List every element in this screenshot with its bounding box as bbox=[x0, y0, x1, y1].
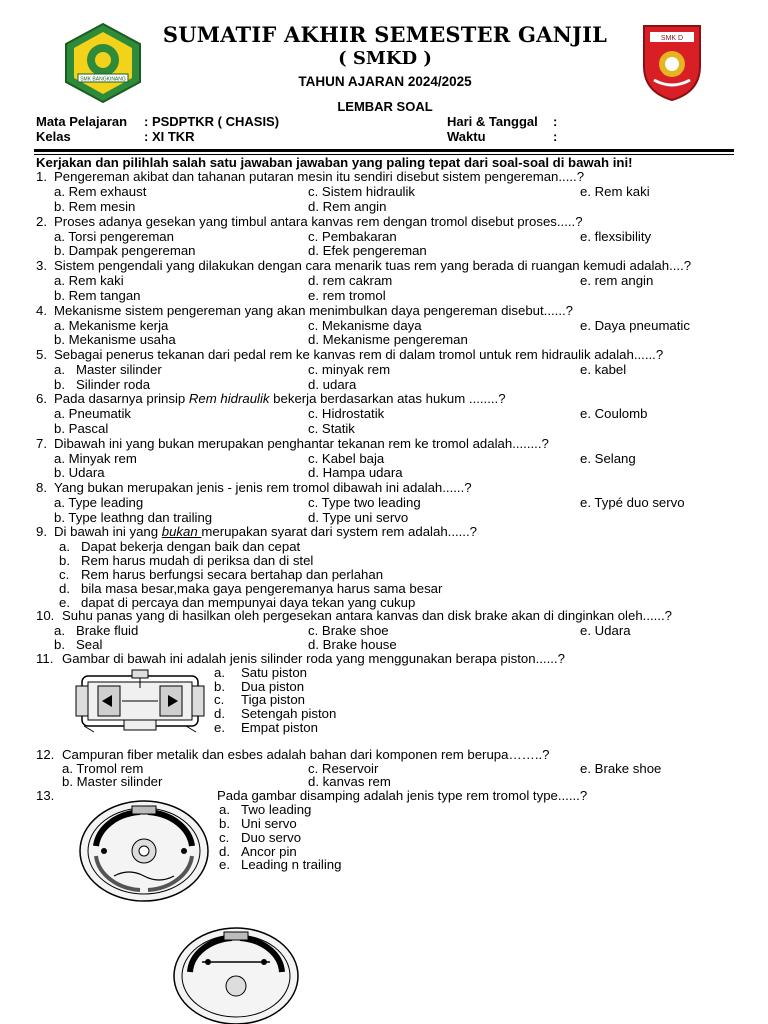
option-b: b. Type leathng dan trailing bbox=[54, 510, 213, 525]
question-number: 2. bbox=[36, 214, 47, 229]
header-rule-thick bbox=[34, 149, 734, 152]
exam-subtitle: ( SMKD ) bbox=[338, 48, 432, 69]
option-c: c. minyak rem bbox=[308, 362, 391, 377]
option-c: c. Mekanisme daya bbox=[308, 318, 422, 333]
question-text bbox=[54, 391, 506, 406]
option-b: b. Mekanisme usaha bbox=[54, 332, 176, 347]
option-text: Satu piston bbox=[241, 665, 307, 680]
option-text: bila masa besar,maka gaya pengeremanya harus sama besar bbox=[81, 581, 443, 596]
option-b: b. Master silinder bbox=[62, 774, 163, 789]
option-c: d. rem cakram bbox=[308, 273, 393, 288]
option-c: c. Reservoir bbox=[308, 761, 379, 776]
school-logo-left bbox=[62, 22, 144, 104]
question-text-part: merupakan syarat dari system rem adalah......? bbox=[201, 524, 477, 539]
question-text: Yang bukan merupakan jenis - jenis rem tromol dibawah ini adalah......? bbox=[54, 480, 472, 495]
time-label: Waktu bbox=[447, 129, 486, 144]
option-d: d. udara bbox=[308, 377, 357, 392]
option-letter: a. bbox=[59, 539, 70, 554]
exam-title: SUMATIF AKHIR SEMESTER GANJIL bbox=[162, 22, 608, 47]
drum-brake-illustration bbox=[74, 796, 214, 906]
option-text: dapat di percaya dan mempunyai daya tekan yang cukup bbox=[81, 595, 416, 610]
option-c: c. Hidrostatik bbox=[308, 406, 385, 421]
question-number: 3. bbox=[36, 258, 47, 273]
option-a: a. Torsi pengereman bbox=[54, 229, 174, 244]
option-letter: a. bbox=[214, 665, 225, 680]
option-text: Leading n trailing bbox=[241, 857, 342, 872]
question-text-part: Di bawah ini yang bbox=[54, 524, 162, 539]
subject-label: Mata Pelajaran bbox=[36, 114, 128, 129]
option-e: e. flexsibility bbox=[580, 229, 652, 244]
right-logo-text: SMK D bbox=[660, 35, 684, 42]
option-c: c. Sistem hidraulik bbox=[308, 184, 416, 199]
question-text: Suhu panas yang di hasilkan oleh pergesekan antara kanvas dan disk brake akan di dinginkan oleh......? bbox=[62, 608, 672, 623]
option-e: e. rem angin bbox=[580, 273, 654, 288]
option-a: a. Type leading bbox=[54, 495, 144, 510]
option-letter: e. bbox=[59, 595, 70, 610]
option-e: e. Udara bbox=[580, 623, 631, 638]
option-text: Uni servo bbox=[241, 816, 297, 831]
option-e: e. Selang bbox=[580, 451, 636, 466]
left-logo-text: SMK BANGKINANG bbox=[80, 76, 126, 83]
subject-value: : PSDPTKR ( CHASIS) bbox=[144, 114, 280, 129]
school-logo-right bbox=[640, 22, 704, 102]
question-text: Sebagai penerus tekanan dari pedal rem ke kanvas rem di dalam tromol untuk rem hidraulik adalah......? bbox=[54, 347, 664, 362]
option-e: e. Typé duo servo bbox=[580, 495, 685, 510]
question-number: 12. bbox=[36, 747, 55, 762]
option-a: a. Brake fluid bbox=[54, 623, 139, 638]
option-d: c. Statik bbox=[308, 421, 355, 436]
option-e: e. Rem kaki bbox=[580, 184, 650, 199]
option-text: Duo servo bbox=[241, 830, 302, 845]
option-text: Empat piston bbox=[241, 720, 318, 735]
option-letter: e. bbox=[214, 720, 225, 735]
option-letter: c. bbox=[219, 830, 230, 845]
sheet-title: LEMBAR SOAL bbox=[337, 99, 433, 114]
class-value: : XI TKR bbox=[144, 129, 195, 144]
question-number: 1. bbox=[36, 169, 47, 184]
option-a: a. Tromol rem bbox=[62, 761, 144, 776]
option-c: c. Kabel baja bbox=[308, 451, 385, 466]
option-a: a. Pneumatik bbox=[54, 406, 131, 421]
question-text: Sistem pengendali yang dilakukan dengan cara menarik tuas rem yang berada di ruangan kemudi adalah....? bbox=[54, 258, 692, 273]
option-b: b. Udara bbox=[54, 465, 105, 480]
question-number: 8. bbox=[36, 480, 47, 495]
question-number: 5. bbox=[36, 347, 47, 362]
option-letter: d. bbox=[219, 844, 230, 859]
option-a: a. Rem kaki bbox=[54, 273, 124, 288]
option-d: e. rem tromol bbox=[308, 288, 386, 303]
drum-brake-illustration-2 bbox=[168, 922, 304, 1024]
option-text: Rem harus mudah di periksa dan di stel bbox=[81, 553, 314, 568]
option-text: Dua piston bbox=[241, 679, 305, 694]
option-c: c. Type two leading bbox=[308, 495, 421, 510]
option-e: e. Brake shoe bbox=[580, 761, 662, 776]
option-letter: c. bbox=[59, 567, 70, 582]
option-c: c. Pembakaran bbox=[308, 229, 397, 244]
question-text: Mekanisme sistem pengereman yang akan menimbulkan daya pengereman disebut......? bbox=[54, 303, 574, 318]
option-a: a. Master silinder bbox=[54, 362, 162, 377]
option-text: Two leading bbox=[241, 802, 312, 817]
option-d: d. Efek pengereman bbox=[308, 243, 427, 258]
option-c: c. Brake shoe bbox=[308, 623, 389, 638]
question-number: 4. bbox=[36, 303, 47, 318]
question-text: Pengereman akibat dan tahanan putaran mesin itu sendiri disebut sistem pengereman.....? bbox=[54, 169, 585, 184]
option-a: a. Minyak rem bbox=[54, 451, 137, 466]
question-text: Dibawah ini yang bukan merupakan penghantar tekanan rem ke tromol adalah........? bbox=[54, 436, 549, 451]
time-value: : bbox=[553, 129, 558, 144]
date-value: : bbox=[553, 114, 558, 129]
question-number: 11. bbox=[36, 651, 54, 666]
option-b: b. Dampak pengereman bbox=[54, 243, 196, 258]
option-letter: c. bbox=[214, 692, 225, 707]
option-d: d. Hampa udara bbox=[308, 465, 403, 480]
question-text: Gambar di bawah ini adalah jenis silinder roda yang menggunakan berapa piston......? bbox=[62, 651, 565, 666]
option-a: a. Rem exhaust bbox=[54, 184, 147, 199]
option-letter: e. bbox=[219, 857, 230, 872]
option-d: d. kanvas rem bbox=[308, 774, 391, 789]
academic-year: TAHUN AJARAN 2024/2025 bbox=[298, 74, 472, 89]
option-letter: a. bbox=[219, 802, 230, 817]
class-label: Kelas bbox=[36, 129, 71, 144]
question-text: Campuran fiber metalik dan esbes adalah bahan dari komponen rem berupa……..? bbox=[62, 747, 550, 762]
option-b: b. Rem tangan bbox=[54, 288, 141, 303]
date-label: Hari & Tanggal bbox=[447, 114, 538, 129]
option-b: b. Silinder roda bbox=[54, 377, 151, 392]
option-b: b. Pascal bbox=[54, 421, 109, 436]
question-text: Pada gambar disamping adalah jenis type rem tromol type......? bbox=[217, 788, 588, 803]
option-letter: b. bbox=[59, 553, 70, 568]
question-number: 7. bbox=[36, 436, 47, 451]
option-letter: b. bbox=[219, 816, 230, 831]
option-b: b. Rem mesin bbox=[54, 199, 136, 214]
option-d: d. Mekanisme pengereman bbox=[308, 332, 468, 347]
option-letter: b. bbox=[214, 679, 225, 694]
option-d: d. Rem angin bbox=[308, 199, 387, 214]
question-text-italic: Rem hidraulik bbox=[188, 391, 270, 406]
option-letter: d. bbox=[59, 581, 70, 596]
option-text: Rem harus berfungsi secara bertahap dan perlahan bbox=[81, 567, 384, 582]
option-e: e. Daya pneumatic bbox=[580, 318, 690, 333]
question-number: 9. bbox=[36, 524, 47, 539]
option-a: a. Mekanisme kerja bbox=[54, 318, 169, 333]
option-b: b. Seal bbox=[54, 637, 103, 652]
question-text-underlined: bukan bbox=[161, 524, 202, 539]
option-d: d. Type uni servo bbox=[308, 510, 409, 525]
question-text-part: Pada dasarnya prinsip bbox=[54, 391, 189, 406]
option-d: d. Brake house bbox=[308, 637, 397, 652]
question-text bbox=[54, 524, 477, 539]
option-e: e. Coulomb bbox=[580, 406, 648, 421]
question-text: Proses adanya gesekan yang timbul antara kanvas rem dengan tromol disebut proses.....? bbox=[54, 214, 583, 229]
option-text: Dapat bekerja dengan baik dan cepat bbox=[81, 539, 301, 554]
question-number: 6. bbox=[36, 391, 47, 406]
question-number: 13. bbox=[36, 788, 55, 803]
option-text: Tiga piston bbox=[241, 692, 306, 707]
question-number: 10. bbox=[36, 608, 55, 623]
option-text: Setengah piston bbox=[241, 706, 337, 721]
option-e: e. kabel bbox=[580, 362, 627, 377]
wheel-cylinder-illustration bbox=[74, 668, 206, 734]
instruction: Kerjakan dan pilihlah salah satu jawaban jawaban yang paling tepat dari soal-soal di bawah ini! bbox=[36, 155, 633, 170]
question-text-part: bekerja berdasarkan atas hukum ........? bbox=[269, 391, 506, 406]
option-letter: d. bbox=[214, 706, 225, 721]
option-text: Ancor pin bbox=[241, 844, 297, 859]
